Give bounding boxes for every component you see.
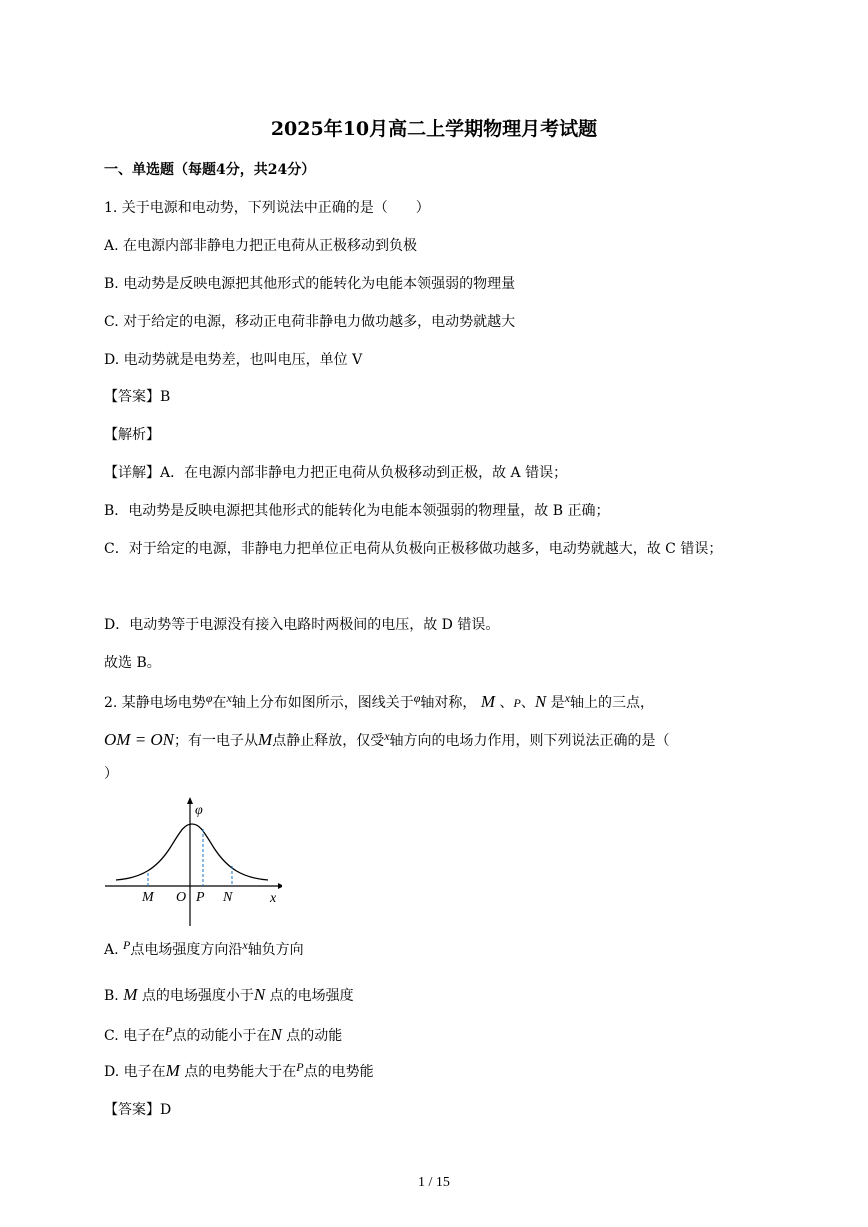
- q1-answer: 【答案】B: [104, 389, 171, 405]
- q2-answer: 【答案】D: [104, 1102, 172, 1118]
- point-m-label: M: [142, 890, 154, 905]
- q2-stem-line2: OM = ON；有一电子从M点静止释放，仅受x轴方向的电场力作用，则下列说法正确的是（: [104, 729, 670, 749]
- q1-detail-c: C．对于给定的电源，非静电力把单位正电荷从负极向正极移做功越多，电动势就越大，故 C 错误；: [104, 541, 723, 557]
- point-p-label: P: [196, 890, 205, 905]
- q1-option-d: D. 电动势就是电势差，也叫电压，单位 V: [104, 352, 363, 368]
- q1-detail-d: D．电动势等于电源没有接入电路时两极间的电压，故 D 错误。: [104, 617, 500, 633]
- point-o-label: O: [176, 890, 187, 905]
- page-number: 1 / 15: [418, 1175, 450, 1190]
- q2-stem-line1: 2. 某静电场电势φ在x轴上分布如图所示，图线关于φ轴对称， M 、P、N 是x轴上的三点，: [104, 691, 654, 711]
- phi-axis-label: φ: [195, 803, 203, 818]
- potential-curve-figure: [102, 796, 282, 928]
- q2-stem-close: ）: [104, 766, 118, 782]
- q1-option-c: C. 对于给定的电源，移动正电荷非静电力做功越多，电动势就越大: [104, 314, 516, 330]
- x-axis-arrow: [278, 883, 282, 889]
- q2-option-c: C. 电子在P点的动能小于在N 点的动能: [104, 1024, 343, 1044]
- potential-curve: [116, 824, 268, 880]
- q2-option-d: D. 电子在M 点的电势能大于在P点的电势能: [104, 1060, 374, 1080]
- q1-detail-b: B．电动势是反映电源把其他形式的能转化为电能本领强弱的物理量，故 B 正确；: [104, 503, 610, 519]
- q1-stem: 1. 关于电源和电动势，下列说法中正确的是（ ）: [104, 200, 430, 216]
- point-n-label: N: [223, 890, 233, 905]
- section-heading: 一、单选题（每题4分，共24分）: [104, 162, 316, 178]
- q1-analysis-label: 【解析】: [104, 427, 160, 443]
- q1-option-a: A. 在电源内部非静电力把正电荷从正极移动到负极: [104, 238, 418, 254]
- q2-option-a: A. P点电场强度方向沿x轴负方向: [104, 938, 304, 958]
- q2-option-b: B. M 点的电场强度小于N 点的电场强度: [104, 985, 354, 1004]
- x-axis-label: x: [270, 891, 277, 906]
- q1-conclusion: 故选 B。: [104, 655, 161, 671]
- q1-detail-a: 【详解】A．在电源内部非静电力把正电荷从负极移动到正极，故 A 错误；: [104, 465, 568, 481]
- page-title: 2025年10月高二上学期物理月考试题: [270, 118, 598, 140]
- y-axis-arrow: [187, 797, 193, 804]
- q1-option-b: B. 电动势是反映电源把其他形式的能转化为电能本领强弱的物理量: [104, 276, 516, 292]
